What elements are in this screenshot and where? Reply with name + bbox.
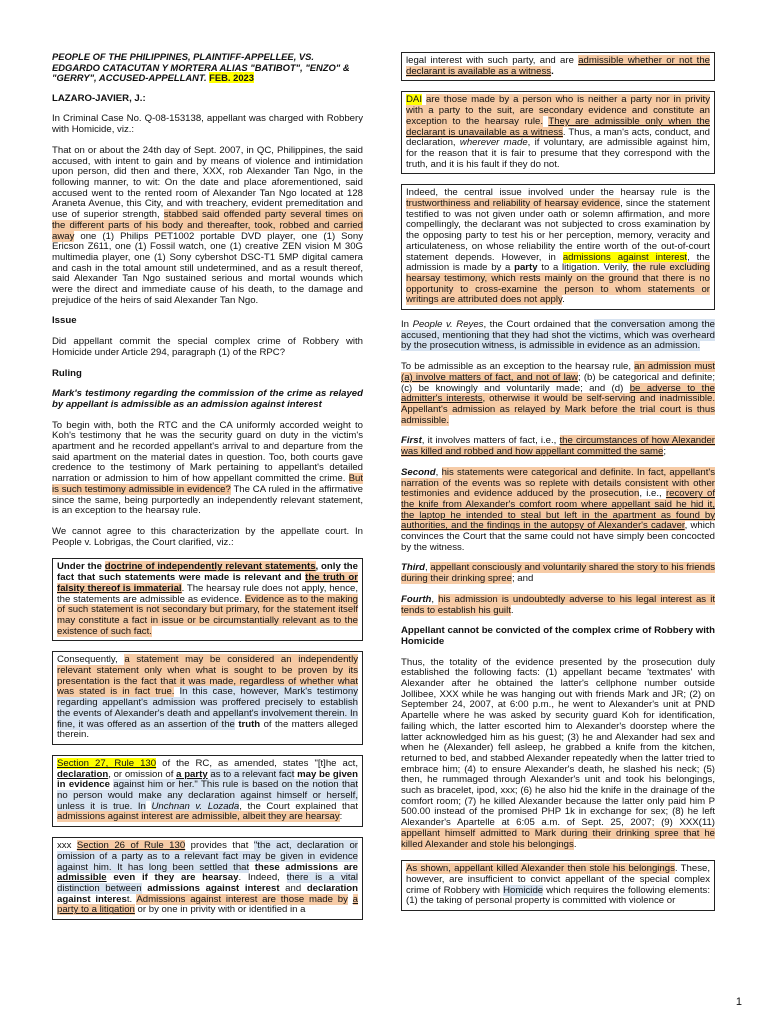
text-segment: xxx [57,840,72,852]
text-segment: an admission must [634,361,716,373]
case-date: FEB. 2023 [209,72,254,84]
text-segment: there is a vital distinction between [57,872,359,894]
text-segment: party [514,262,538,274]
text-segment: , otherwise it would be self-serving and inadmissible. Appellant's admission as relayed by Mark before the trial court is thus admissible. [401,393,715,426]
text-segment: , the admission is made by a [406,251,711,274]
text-segment: one (1) Philips PET1002 portable DVD player, one (1) Sony Ericson Z611, one (1) Fossil watch, one (1) creative ZEN vision M 30G multimedia player, one (1) Sony cybershot DSC-T1 5MP digital camera and cash in the total amount still undetermined, and as a result thereof, said Alexander Tan Ngo sustained serious and mortal wounds which were the direct and immediate cause of his death, to the damage and prejudice of the heirs of said Alexander Tan Ngo. [52,230,363,306]
text-segment: In this case, however, Mark's testimony regarding appellant's admission was proffered precisely to establish the events of Alexander's death and appellant's involvement therein. In fine, it was offered as an assertion of the [57,686,358,730]
quote-box [52,755,363,827]
text-segment: admissible [57,872,107,884]
paragraph: Did appellant commit the special complex crime of Robbery with Homicide under Article 294, paragraph (1) of the RPC? [52,336,363,358]
text-segment: truth [238,718,261,730]
text-segment: which requires the following elements: (1) the taking of personal property is committed with violence or [406,884,710,907]
text-segment: admissions against interest are admissible, albeit they are hearsay [57,811,340,823]
text-segment: , the Court ordained that [483,319,591,331]
text-segment: stabbed said offended party several times on the different parts of his body and thereafter, took, robbed and carried away [52,209,363,242]
text-segment: may be given in evidence [57,768,358,791]
text-segment: . [562,294,565,306]
text-segment: . [573,838,577,850]
text-segment: to a litigation. Verily, [541,262,630,274]
text-segment: , [435,466,439,478]
paragraph [52,146,363,307]
text-segment: a statement may be considered an independently relevant statement only when what is sought to be proven by its presentation is the fact that it was made, regardless of whether what was stated is in fact true. [57,654,358,698]
ruling-heading: Ruling [52,367,82,379]
text-segment: As shown, appellant killed Alexander then stole his belongings [406,863,675,875]
text-segment: admissions against interest [562,251,688,263]
text-segment: , or omission of [108,768,174,780]
case-caption [52,52,363,84]
text-segment: First [401,435,422,447]
ponente: LAZARO-JAVIER, J.: [52,92,146,104]
text-segment: Indeed, the central issue involved under the hearsay rule is the [406,187,710,199]
text-segment: as to a relevant fact [210,768,295,780]
text-segment: appellant consciously and voluntarily shared the story to his friends during their drinking spree [401,562,715,585]
text-segment: even if they are hearsay [113,872,239,884]
text-segment: be adverse to the admitter's interests [401,382,715,405]
text-segment: or by one in privity with or identified in a [137,904,306,916]
text-segment: "the act, declaration or omission of a party as to a relevant fact may be given in evidence against him. It has long been settled that [57,840,359,873]
paragraph [52,421,363,517]
text-segment: Section 27, Rule 130 [57,757,157,769]
text-segment: DAI [406,94,422,106]
paragraph [401,595,715,616]
text-segment: his statements were categorical and definite. In fact, appellant's narration of the events was so replete with details consistent with other testimonies and evidence adduced by the prosecution [401,466,716,500]
text-segment: provides that [190,840,249,852]
text-segment: , [431,593,435,605]
paragraph [401,362,715,426]
text-segment: wherever made [459,137,528,149]
text-segment: Homicide [503,884,544,896]
text-segment: Admissions against interest are those made by [136,893,348,905]
text-segment: of the matters alleged therein. [57,718,359,741]
text-segment: ; [663,446,667,458]
quote-box [52,651,363,745]
text-segment: They are admissible only when the declarant is unavailable as a witness [406,115,710,138]
paragraph: In Criminal Case No. Q-08-153138, appellant was charged with Robbery with Homicide, viz.: [52,113,363,136]
text-segment: against him or her." This rule is based on the notion that no person would make any declaration against himself or herself, unless it is true. In [57,779,358,812]
text-segment: Consequently, [57,654,118,666]
text-segment: ; (b) be categorical and definite; (c) be knowingly and voluntarily made; and (d) [401,371,715,394]
paragraph [401,436,715,457]
page-number: 1 [735,996,742,1008]
text-segment: the circumstances of how Alexander was killed and robbed and how appellant committed the same [401,435,715,458]
text-segment: , since the statement testified to was not given under oath or solemn affirmation, and more compellingly, the declarant was not subjected to cross examination by the opposing party to test his or her perception, memory, veracity and articulateness, on whose reliability the entire worth of the out-of-court statement depends. However, in [406,198,710,263]
text-segment: declaration against interes [57,882,358,905]
text-segment: , if voluntary, are admissible against him, for the reason that it is fair to presume that they correspond with the truth, and it is his fault if they do not. [406,137,710,170]
text-segment: legal interest with such party, and are [406,55,574,66]
text-segment: , only the fact that such statements were made is relevant and [57,561,359,584]
text-segment: doctrine of independently relevant statements [104,561,316,573]
text-segment: these admissions are [254,861,358,873]
text-segment: , it involves matters of fact, i.e., [421,435,557,447]
text-segment: appellant himself admitted to Mark during their drinking spree that he killed Alexander and stole his belongings [401,827,715,850]
text-segment: . [551,65,554,77]
text-segment: , [424,562,428,574]
text-segment: Evidence as to the making of such statement is not secondary but primary, for the statement itself may constitute a fact in issue or be circumstantially relevant as to the existence of such fact. [57,593,359,637]
text-segment: a party to a litigation [57,893,358,916]
text-segment: ; and [511,573,534,585]
paragraph [401,658,715,851]
text-segment: and [285,882,302,894]
text-segment: of the RC, as amended, states "[t]he act, [162,757,358,769]
text-segment: admissible whether or not the declarant is available as a witness [406,55,711,77]
text-segment: recovery of the knife from Alexander's comfort room where appellant said he hid it, the laptop he intended to steal but left in the apartment as found by authorities, and the findings in the autopsy of Alexander's cadaver [401,488,715,532]
right-column [401,52,715,921]
text-segment: In [401,319,410,331]
paragraph [401,320,715,352]
text-segment: People v. Reyes [412,319,484,331]
text-segment: Third [401,562,425,574]
case-parties: PEOPLE OF THE PHILIPPINES, PLAINTIFF-APPELLEE, VS. EDGARDO CATACUTAN Y MORTERA ALIAS "BATIBOT", "ENZO" & "GERRY", ACCUSED-APPELLANT. [52,51,350,84]
text-segment: , the Court explained that [239,800,358,812]
quote-box [401,52,715,81]
text-segment: are those made by a person who is neither a party nor in privity with a party to the suit, are secondary evidence and constitute an exception to the hearsay rule. [406,94,711,127]
text-segment: . [510,604,514,616]
left-column [52,52,363,930]
text-segment: . These, however, are insufficient to convict appellant of the special complex crime of Robbery with [406,863,710,896]
text-segment: trustworthiness and reliability of hearsay evidence [406,198,621,210]
text-segment: Fourth [401,593,432,605]
quote-box [52,558,363,641]
text-segment: the conversation among the accused, mentioning that they had shot the victims, which was overheard by the prosecution witness, is admissible in evidence as an admission. [401,319,716,352]
text-segment: To be admissible as an exception to the hearsay rule, [401,361,632,373]
text-segment: Second [401,466,436,478]
text-segment: . Thus, a man's acts, conduct, and declaration, [406,126,710,149]
text-segment: Under the [57,561,102,573]
text-segment: t. [126,893,133,905]
text-segment: admissions against interest [147,882,280,894]
text-segment: . The hearsay rule does not apply, hence, the statements are admissible as evidence. [57,582,358,605]
text-segment: Thus, the totality of the evidence presented by the prosecution duly established the following facts: (1) appellant became 'textmates' with Alexander after he obtained the latter's cellphone number outside Jollibee, XXX while he was hanging out with friends Mark and JR; (2) on September 24, 2007, at 6:00 p.m., he went to Alexander's unit at PND Apartelle where he was asked by security guard Koh for identification, failing which, the latter escorted him to Alexander's doorstep where the latter acknowledged him as his guest; (3) he and Alexander had sex and when he (Alexander) fell asleep, he grabbed a knife from the kitchen, returned to bed, and stabbed Alexander repeatedly when the latter tried to embrace him; (4) to ensure Alexander's death, he slashed his neck; (5) then, he rummaged through Alexander's unit and took his belongings, such as bracelet, ipod, xxx; (6) he also hid the knife in the drainage of the comfort room; (7) he killed Alexander because the latter only paid him P 500.00 instead of the promised PHP 1k in exchange for sex; (8) he left Alexander's Apartelle at 6:05 a.m. of Sept. 25, 2007; (9) XXX(11) [401,656,715,829]
text-segment: But is such testimony admissible in evidence? [52,473,363,495]
quote-box [401,860,715,911]
text-segment: , which convinces the Court that the same could not have simply been concocted by the witness. [401,520,716,553]
paragraph: We cannot agree to this characterization by the appellate court. In People v. Lobrigas, the Court clarified, viz.: [52,525,363,548]
text-segment: . Indeed, [238,872,280,884]
text-segment: the truth or falsity thereof is immaterial [57,572,359,594]
paragraph [401,563,715,584]
text-segment: To begin with, both the RTC and the CA uniformly accorded weight to Koh's testimony that he was the security guard on duty in the victim's apartment and he recorded appellant's arrival to and departure from the said apartment on the material dates in question. Too, both courts gave credence to the testimony of Mark pertaining to appellant's detailed narration or admission to him of how appellant committed the crime. [52,419,363,485]
text-segment: Section 26 of Rule 130 [76,840,186,852]
text-segment: declaration [57,768,109,780]
text-segment: That on or about the 24th day of Sept. 2007, in QC, Philippines, the said accused, with intent to gain and by means of violence and intimidation upon person, did then and there, XXX, rob Alexander Tan Ngo, in the following manner, to wit: On the date and place aforementioned, said accused went to the rented room of Alexander Tan Ngo located at 128 Araneta Avenue, this City, and with treachery, evident premeditation and use of superior strength, [52,144,363,221]
section-heading: Appellant cannot be convicted of the complex crime of Robbery with Homicide [401,625,715,647]
text-segment: a party [176,768,208,780]
quote-box [401,184,715,310]
text-segment: : [339,811,343,823]
text-segment: , i.e., [639,488,662,500]
text-segment: (a) involve matters of fact, and not of law [401,371,578,383]
text-segment: his admission is undoubtedly adverse to his legal interest as it tends to establish his guilt [401,593,716,616]
quote-box [52,837,363,920]
text-segment: the rule excluding hearsay testimony, which rests mainly on the ground that there is no opportunity to cross-examine the person to whom statements or writings are attributed does not apply [406,262,710,306]
quote-box [401,91,715,174]
text-segment: Unchnan v. Lozada [151,800,240,812]
paragraph [401,468,715,554]
issue-heading: Issue [52,315,77,327]
text-segment: The CA ruled in the affirmative since the same, being purportedly an independently relevant statement, is an exception to the hearsay rule. [52,483,363,517]
ruling-subheading: Mark's testimony regarding the commission of the crime as relayed by appellant is admissible as an admission against interest [52,388,363,410]
